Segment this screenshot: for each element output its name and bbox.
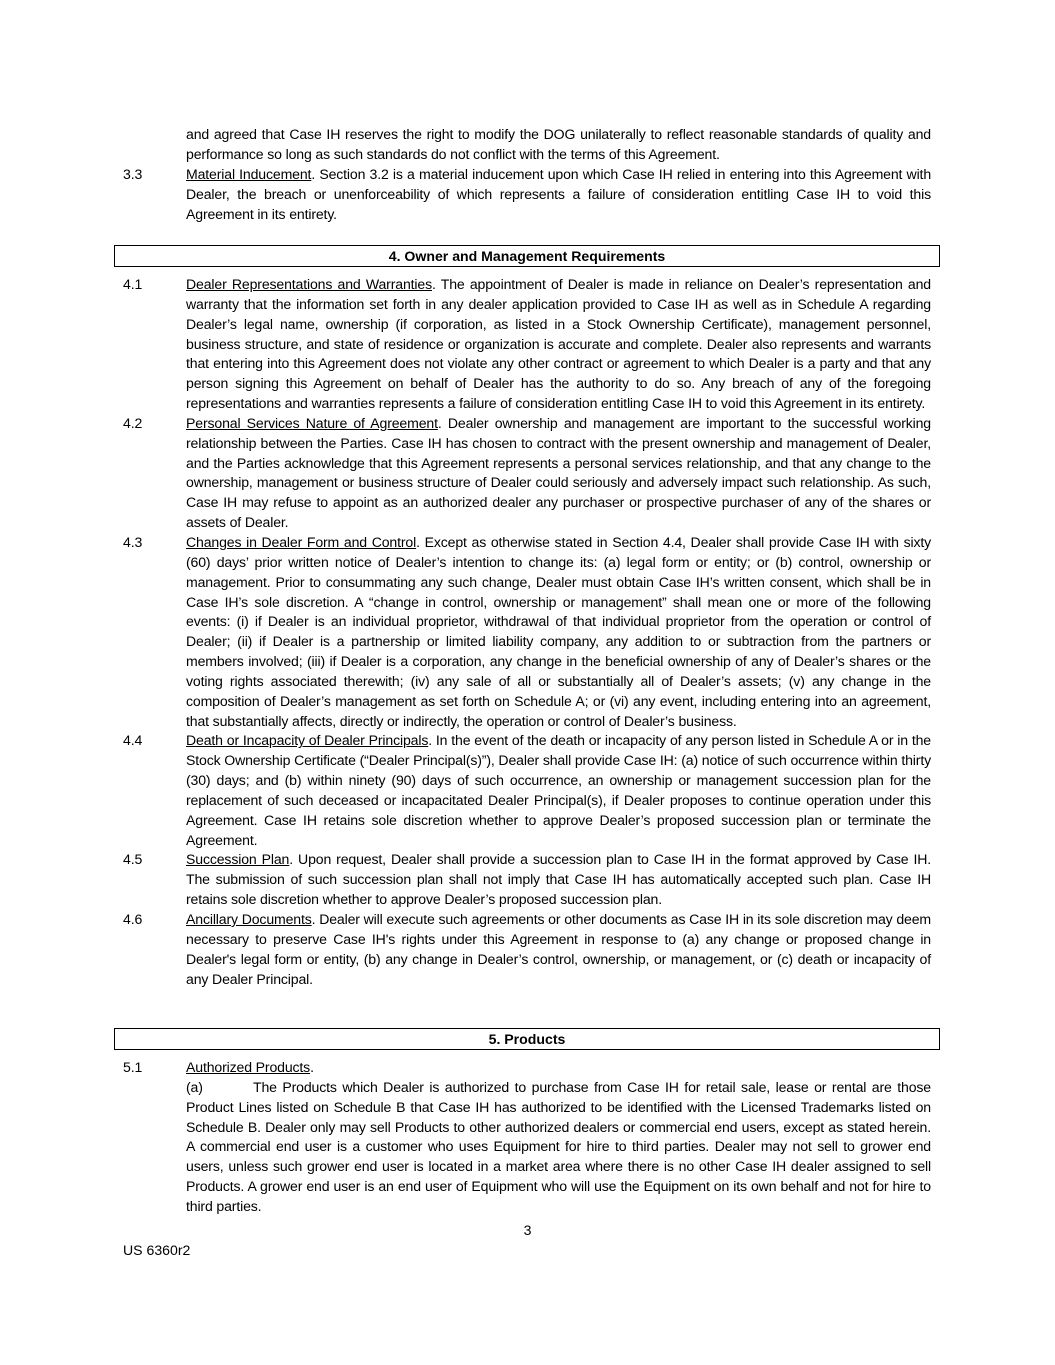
section-title: Ancillary Documents xyxy=(186,911,312,927)
section-4-2 xyxy=(123,414,931,533)
section-text: . Upon request, Dealer shall provide a succession plan to Case IH in the format approved by Case IH. The submission of such succession plan shall not imply that Case IH has automatically accepted such plan. Case IH retains sole discretion whether to approve Dealer’s proposed succession plan. xyxy=(186,851,932,908)
section-3-2-continuation xyxy=(123,125,931,165)
section-text: . In the event of the death or incapacity of any person listed in Schedule A or in the Stock Ownership Certificate (“Dealer Principal(s)”), Dealer shall provide Case IH: (a) notice of such occurrence within thirty (30) days; and (b) within ninety (90) days of such occurrence, an ownership or management succession plan for the replacement of such deceased or incapacitated Dealer Principal(s), if Dealer proposes to continue operation under this Agreement. Case IH retains sole discretion whether to approve Dealer’s proposed succession plan or terminate the Agreement. xyxy=(186,732,931,848)
document-footer-code: US 6360r2 xyxy=(123,1242,191,1258)
section-number: 3.3 xyxy=(123,166,143,182)
subsection-label: (a) xyxy=(186,1078,203,1095)
section-title: Death or Incapacity of Dealer Principals xyxy=(186,732,429,749)
continuation-text: and agreed that Case IH reserves the right to modify the DOG unilaterally to reflect reasonable standards of quality and performance so long as such standards do not conflict with the terms of this Agreement. xyxy=(186,126,931,162)
section-3-3 xyxy=(123,165,931,225)
section-number: 4.2 xyxy=(123,414,143,431)
subsection-a xyxy=(123,1078,931,1217)
section-title: Authorized Products xyxy=(186,1059,311,1075)
section-text: . Section 3.2 is a material inducement upon which Case IH relied in entering into this Agreement with Dealer, the breach or unenforceability of which represents a failure of consideration entitling Case IH to void this Agreement in its entirety. xyxy=(186,166,932,222)
page-number: 3 xyxy=(523,1222,532,1238)
section-4-5 xyxy=(123,850,931,910)
section-4-items xyxy=(123,275,931,989)
section-title: Personal Services Nature of Agreement xyxy=(186,414,438,431)
section-5-heading: 5. Products xyxy=(114,1028,940,1050)
section-title: Dealer Representations and Warranties xyxy=(186,276,432,292)
section-number: 5.1 xyxy=(123,1059,143,1075)
section-text: . Except as otherwise stated in Section 4.4, Dealer shall provide Case IH with sixty (60) days’ prior written notice of Dealer’s intention to change its: (a) legal form or entity; or (b) control, ownership or management. Prior to consummating any such change, Dealer must obtain Case IH’s written consent, which shall be in Case IH’s sole discretion. A “change in control, ownership or management” shall mean one or more of the following events: (i) if Dealer is an individual proprietor, withdrawal of that individual proprietor from the operation or control of Dealer; (ii) if Dealer is a partnership or limited liability company, any addition to or subtraction from the partners or members involved; (iii) if Dealer is a corporation, any change in the beneficial ownership of any of Dealer’s shares or the voting rights associated therewith; (iv) any sale of all or substantially all of Dealer’s assets; (v) any change in the composition of Dealer’s management as set forth on Schedule A; or (vi) any event, including entering into an agreement, that substantially affects, directly or indirectly, the operation or control of Dealer’s business. xyxy=(186,533,932,729)
section-4-1 xyxy=(123,275,931,414)
section-4-3 xyxy=(123,533,931,731)
section-number: 4.4 xyxy=(123,732,143,749)
section-title-suffix: . xyxy=(310,1059,314,1075)
section-title: Changes in Dealer Form and Control xyxy=(186,533,417,550)
section-4-4 xyxy=(123,731,931,850)
section-4-6 xyxy=(123,910,931,989)
section-number: 4.1 xyxy=(123,276,143,292)
subsection-text: The Products which Dealer is authorized to purchase from Case IH for retail sale, lease or rental are those Product Lines listed on Schedule B that Case IH has authorized to be identified with the Licensed Trademarks listed on Schedule B. Dealer only may sell Products to other authorized dealers or commercial end users, except as stated herein. A commercial end user is a customer who uses Equipment for hire to third parties. Dealer may not sell to grower end users, unless such grower end user is located in a market area where there is no other Case IH dealer assigned to sell Products. A grower end user is an end user of Equipment who will use the Equipment on its own behalf and not for hire to third parties. xyxy=(186,1078,931,1214)
section-4-heading: 4. Owner and Management Requirements xyxy=(114,245,940,267)
section-number: 4.6 xyxy=(123,911,143,927)
section-title: Material Inducement xyxy=(186,166,312,182)
section-text: . Dealer ownership and management are important to the successful working relationship between the Parties. Case IH has chosen to contract with the present ownership and management of Dealer, and the Parties acknowledge that this Agreement represents a personal services relationship, and that any change to the ownership, management or business structure of Dealer could seriously and adversely impact such relationship. As such, Case IH may refuse to appoint as an authorized dealer any purchaser or prospective purchaser of any of the shares or assets of Dealer. xyxy=(186,414,931,531)
section-title: Succession Plan xyxy=(186,851,290,868)
section-number: 4.3 xyxy=(123,533,143,550)
section-number: 4.5 xyxy=(123,851,143,868)
section-5-1 xyxy=(123,1058,931,1217)
section-text: . Dealer will execute such agreements or other documents as Case IH in its sole discretion may deem necessary to preserve Case IH's rights under this Agreement in response to (a) any change or proposed change in Dealer's legal form or entity, (b) any change in Dealer’s control, ownership, or management, or (c) death or incapacity of any Dealer Principal. xyxy=(186,911,932,987)
section-text: . The appointment of Dealer is made in reliance on Dealer’s representation and warranty that the information set forth in any dealer application provided to Case IH as well as in Schedule A regarding Dealer’s legal name, ownership (if corporation, as listed in a Stock Ownership Certificate), management personnel, business structure, and state of residence or organization is accurate and complete. Dealer also represents and warrants that entering into this Agreement does not violate any other contract or agreement to which Dealer is a party and that any person signing this Agreement on behalf of Dealer has the authority to do so. Any breach of any of the foregoing representations and warranties represents a failure of consideration entitling Case IH to void this Agreement in its entirety. xyxy=(186,276,931,412)
